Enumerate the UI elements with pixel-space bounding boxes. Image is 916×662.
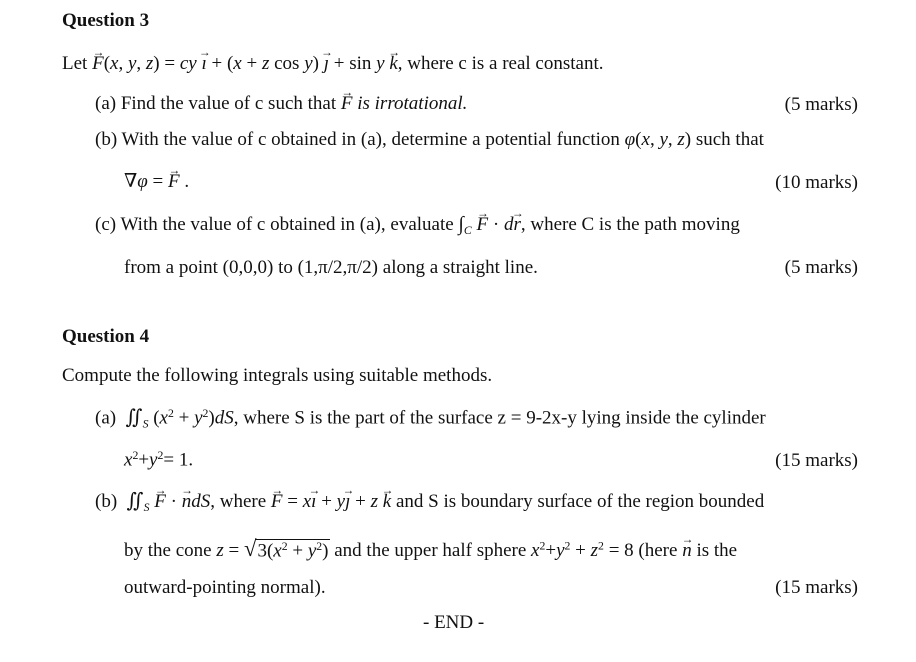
q4-part-a: (a) $∬_S$ $(x^2 + y^2)dS$, where S is the part of the surface z = 9-2x-y lying inside the cylinder [95, 406, 766, 431]
q3-intro: Let → F(x, y, z) = cy → ı + (x + z cos y) → ȷ + sin y → k, where c is a real constant. [62, 54, 604, 73]
q4-b-line3: outward-pointing normal). [124, 577, 326, 598]
question-4-heading: Question 4 [62, 326, 150, 347]
question-3-heading: Question 3 [62, 10, 150, 31]
q3-b-equation: ∇φ = → F . [124, 172, 189, 191]
q3-c-marks: (5 marks) [784, 257, 858, 278]
q3-part-b: (b) With the value of c obtained in (a), determine a potential function φ(x, y, z) such that [95, 129, 764, 150]
q3-part-a: (a) Find the value of c such that → F is irrotational. [95, 94, 467, 113]
q4-part-b: (b) $∬_S \to F$ · → ndS, where → F = x→ ı + y→ ȷ + z → k and S is boundary surface of the region bounded [95, 492, 764, 514]
q4-b-marks: (15 marks) [775, 577, 858, 598]
q4-a-line2: $x^2+y^2= 1$. [124, 449, 194, 471]
q3-a-marks: (5 marks) [784, 94, 858, 115]
q3-part-c: (c) With the value of c obtained in (a), evaluate $\int_C \to F \cdot d\to r$, where C is the path moving [95, 215, 740, 237]
q4-b-line2: by the cone $z = √3(x^2 + y^2)$ and the upper half sphere $x^2+y^2 + z^2 = 8$ (here → n is the [124, 538, 737, 561]
q4-intro: Compute the following integrals using suitable methods. [62, 365, 493, 386]
q3-c-line2: from a point (0,0,0) to (1,π/2,π/2) along a straight line. [124, 257, 538, 278]
q4-a-marks: (15 marks) [775, 450, 858, 471]
q3-b-marks: (10 marks) [775, 172, 858, 193]
end-marker: - END - [423, 612, 485, 633]
